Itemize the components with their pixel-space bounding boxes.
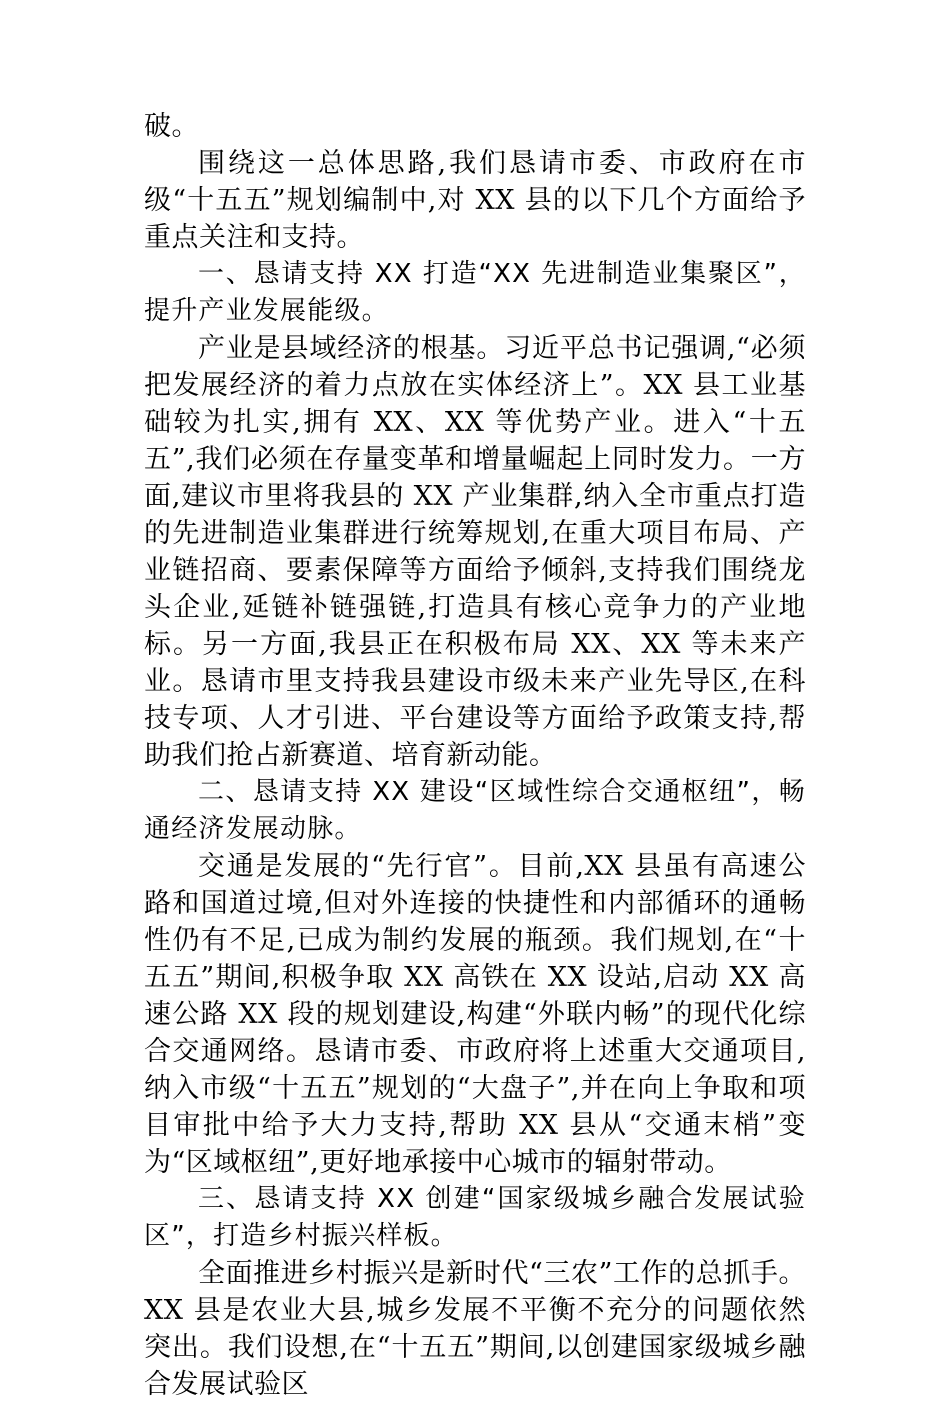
section-heading-2: 二、恳请支持 XX 建设“区域性综合交通枢纽”，畅通经济发展动脉。 [144, 777, 806, 844]
document-body [144, 108, 806, 1403]
paragraph-section-3: 全面推进乡村振兴是新时代“三农”工作的总抓手。XX 县是农业大县,城乡发展不平衡不充分的问题依然突出。我们设想,在“十五五”期间,以创建国家级城乡融合发展试验区 [144, 1258, 806, 1400]
section-heading-3: 三、恳请支持 XX 创建“国家级城乡融合发展试验区”，打造乡村振兴样板。 [144, 1184, 806, 1251]
section-heading-1: 一、恳请支持 XX 打造“XX 先进制造业集聚区”，提升产业发展能级。 [144, 259, 806, 326]
paragraph-continuation: 破。 [144, 111, 199, 142]
paragraph-section-1: 产业是县域经济的根基。习近平总书记强调,“必须把发展经济的着力点放在实体经济上”。XX 县工业基础较为扎实,拥有 XX、XX 等优势产业。进入“十五五”,我们必须在存量变革和增量崛起上同时发力。一方面,建议市里将我县的 XX 产业集群,纳入全市重点打造的先进制造业集群进行统筹规划,在重大项目布局、产业链招商、要素保障等方面给予倾斜,支持我们围绕龙头企业,延链补链强链,打造具有核心竞争力的产业地标。另一方面,我县正在积极布局 XX、XX 等未来产业。恳请市里支持我县建设市级未来产业先导区,在科技专项、人才引进、平台建设等方面给予政策支持,帮助我们抢占新赛道、培育新动能。 [144, 333, 806, 771]
paragraph-intro: 围绕这一总体思路,我们恳请市委、市政府在市级“十五五”规划编制中,对 XX 县的以下几个方面给予重点关注和支持。 [144, 148, 806, 253]
paragraph-section-2: 交通是发展的“先行官”。目前,XX 县虽有高速公路和国道过境,但对外连接的快捷性和内部循环的通畅性仍有不足,已成为制约发展的瓶颈。我们规划,在“十五五”期间,积极争取 XX 高铁在 XX 设站,启动 XX 高速公路 XX 段的规划建设,构建“外联内畅”的现代化综合交通网络。恳请市委、市政府将上述重大交通项目,纳入市级“十五五”规划的“大盘子”,并在向上争取和项目审批中给予大力支持,帮助 XX 县从“交通末梢”变为“区域枢纽”,更好地承接中心城市的辐射带动。 [144, 851, 806, 1178]
